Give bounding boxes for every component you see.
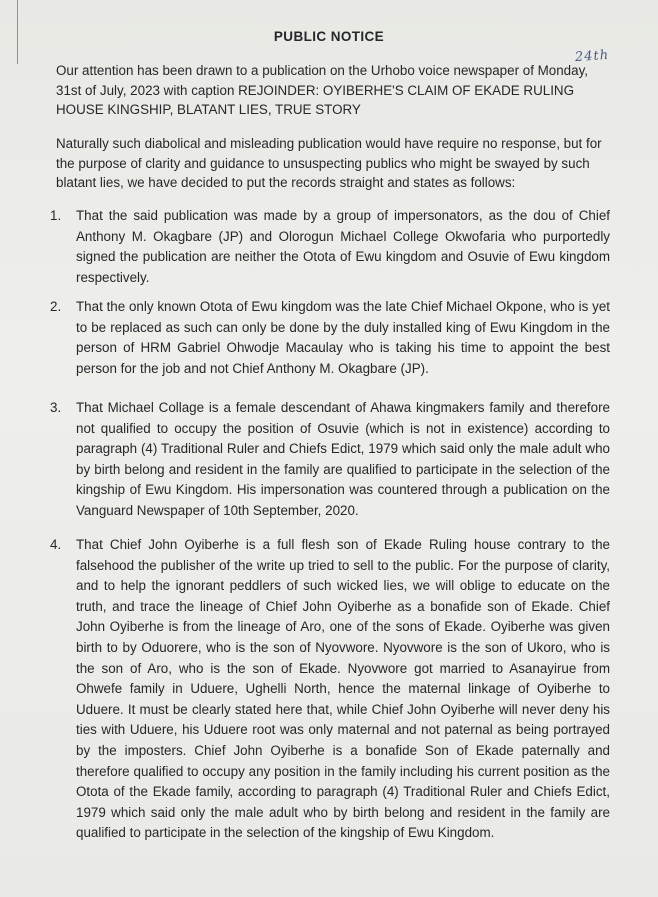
list-item-text: That Chief John Oyiberhe is a full flesh son of Ekade Ruling house contrary to the falsehood the publisher of the write up tried to sell to the public. For the purpose of clarity, and to help the ignorant peddlers of such wicked lies, we will oblige to educate on the truth, and trace the lineage of Chief John Oyiberhe as a bonafide son of Ekade. Chief John Oyiberhe is from the lineage of Aro, one of the sons of Ekade. Oyiberhe was given birth to by Oduorere, who is the son of Nyovwore. Nyovwore is the son of Ukoro, who is the son of Aro, who is the son of Ekade. Nyovwore got married to Asanayirue from Ohwefe family in Uduere, Ughelli North, hence the maternal linkage of Oyiberhe to Uduere. It must be clearly stated here that, while Chief John Oyiberhe will never deny his ties with Uduere, his Uduere root was only maternal and not paternal as being portrayed by the imposters. Chief John Oyiberhe is a bonafide Son of Ekade paternally and therefore qualified to occupy any position in the family including his current position as the Otota of the Ekade family, according to paragraph (4) Traditional Ruler and Chiefs Edict, 1979 which said only the male adult who by birth belong and resident in the family are qualified to participate in the selection of the kingship of Ewu Kingdom.	[76, 537, 610, 841]
intro-paragraph: Our attention has been drawn to a publication on the Urhobo voice newspaper of Monday, 31st of July, 2023 with caption REJOINDER: OYIBERHE'S CLAIM OF EKADE RULING HOUSE KINGSHIP, BLATANT LIES, TRUE STORY	[56, 63, 588, 117]
handwritten-date-note: 24th	[574, 47, 610, 66]
list-item-number: 3.	[50, 400, 62, 415]
list-item-number: 1.	[50, 208, 62, 223]
intro-paragraph: Naturally such diabolical and misleading publication would have require no response, but for the purpose of clarity and guidance to unsuspecting publics who might be swayed by such blatant lies, we have decided to put the records straight and states as follows:	[56, 136, 602, 190]
notice-title: PUBLIC NOTICE	[273, 29, 385, 44]
list-item-number: 4.	[50, 537, 62, 552]
list-item-text: That the only known Otota of Ewu kingdom was the late Chief Michael Okpone, who is yet to be replaced as such can only be done by the duly installed king of Ewu Kingdom in the person of HRM Gabriel Ohwodje Macaulay who is taking his time to appoint the best person for the job and not Chief Anthony M. Okagbare (JP).	[76, 299, 610, 376]
list-item-number: 2.	[50, 299, 62, 314]
list-item-text: That Michael Collage is a female descendant of Ahawa kingmakers family and therefore not qualified to occupy the position of Osuvie (which is not in existence) according to paragraph (4) Traditional Ruler and Chiefs Edict, 1979 which said only the male adult who by birth belong and resident in the family are qualified to participate in the selection of the kingship of Ewu Kingdom. His impersonation was countered through a publication on the Vanguard Newspaper of 10th September, 2020.	[76, 400, 610, 518]
list-item-text: That the said publication was made by a group of impersonators, as the dou of Chief Anthony M. Okagbare (JP) and Olorogun Michael College Okwofaria who purportedly signed the publication are neither the Otota of Ewu kingdom and Osuvie of Ewu kingdom respectively.	[76, 208, 610, 285]
